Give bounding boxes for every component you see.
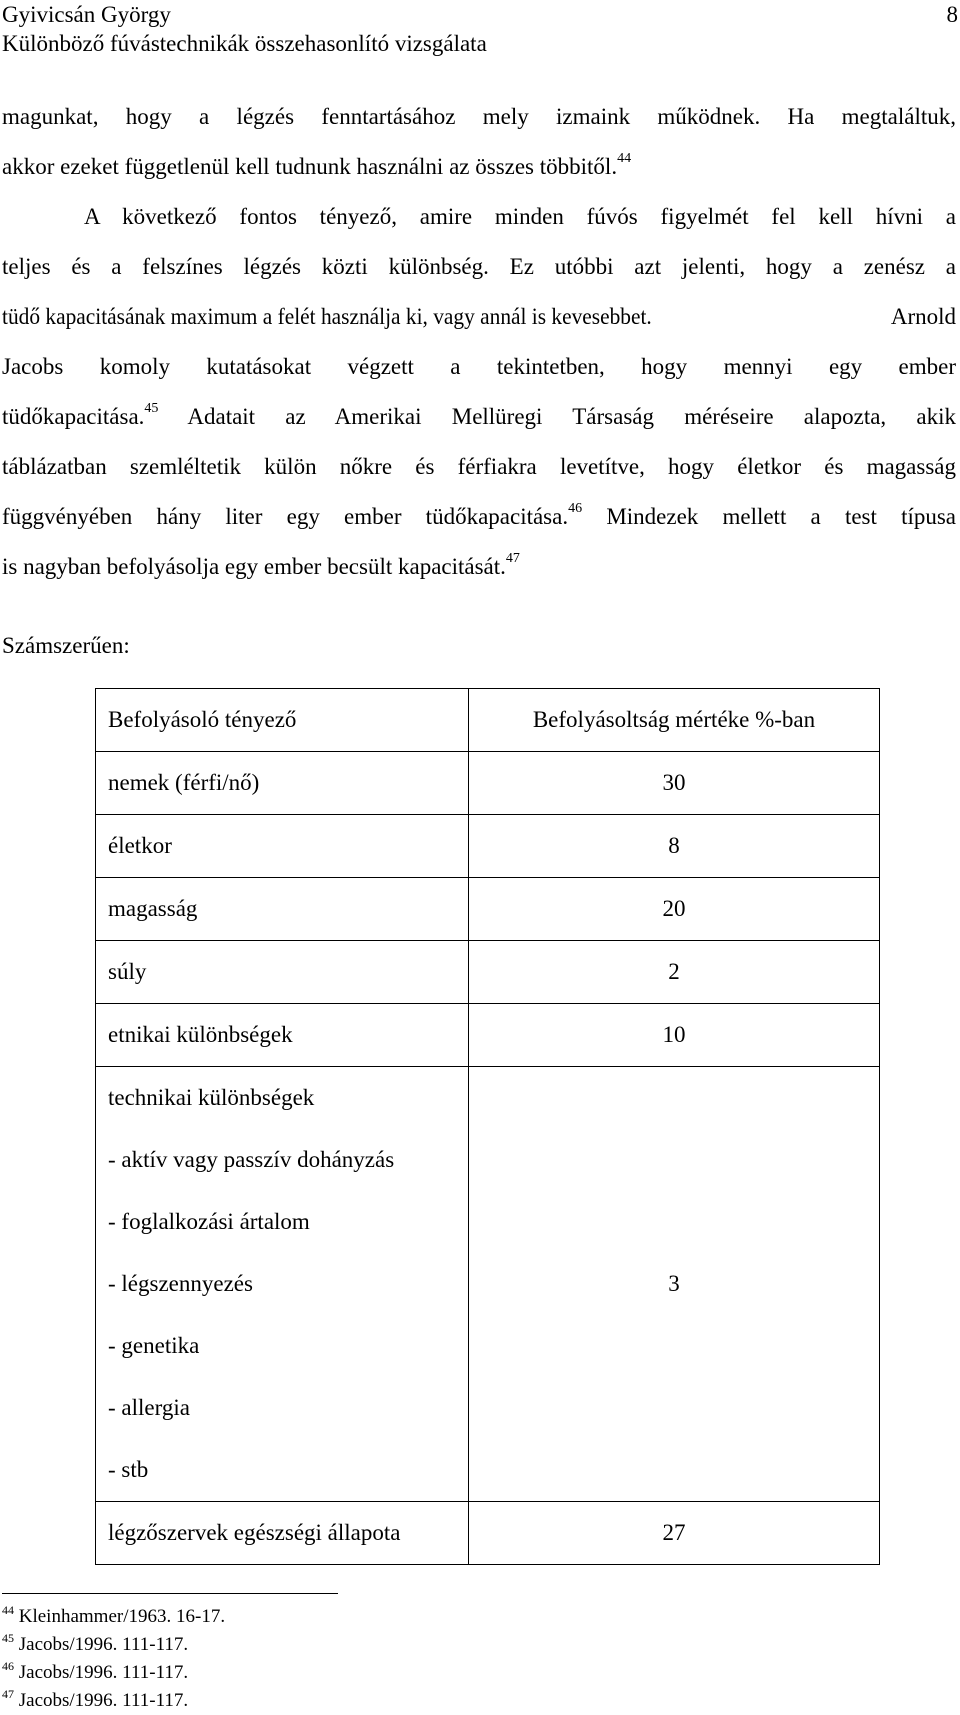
- footnote-ref: 46: [568, 501, 583, 516]
- page-number: 8: [946, 2, 958, 27]
- footnote: $^{46}$ Jacobs/1996. 111-117.: [2, 1659, 189, 1683]
- row-factor: életkor: [108, 833, 172, 858]
- footnote-ref: 47: [505, 551, 520, 566]
- table-row: [96, 1502, 880, 1565]
- table-row: [96, 941, 880, 1004]
- factors-table: [95, 688, 880, 1565]
- text-line: A következő fontos tényező, amire minden fúvós figyelmét fel kell hívni a: [84, 204, 956, 229]
- row-subfactor: - légszennyezés: [108, 1271, 253, 1296]
- header-author: Gyivicsán György: [2, 2, 171, 27]
- text-line: tüdő kapacitásának maximum a felét használja ki, vagy annál is kevesebbet. Arnold: [2, 304, 956, 329]
- table-row: [96, 752, 880, 815]
- header-measure: Befolyásoltság mértéke %-ban: [532, 707, 816, 732]
- table-row-technical: [96, 1067, 880, 1502]
- header-subtitle: Különböző fúvástechnikák összehasonlító vizsgálata: [2, 31, 487, 56]
- text-line: teljes és a felszínes légzés közti különbség. Ez utóbbi azt jelenti, hogy a zenész a: [2, 254, 956, 279]
- row-factor: légzőszervek egészségi állapota: [108, 1520, 401, 1545]
- text-line: akkor ezeket függetlenül kell tudnunk használni az összes többitől.$^{44}$: [2, 151, 632, 179]
- row-value: 20: [662, 896, 686, 921]
- text-line: tüdőkapacitása.$^{45}$ Adatait az Amerikai Mellüregi Társaság méréseire alapozta, akik: [2, 401, 956, 429]
- text-line: függvényében hány liter egy ember tüdőkapacitása.$^{46}$ Mindezek mellett a test típusa: [2, 501, 957, 529]
- footnotes: [2, 1603, 225, 1715]
- row-factor: nemek (férfi/nő): [108, 770, 260, 795]
- row-factor: súly: [108, 959, 147, 984]
- row-subfactor: - foglalkozási ártalom: [108, 1209, 310, 1234]
- table-row: [96, 815, 880, 878]
- row-value: 3: [668, 1271, 680, 1296]
- footnote-divider: [2, 1593, 338, 1594]
- body-text: [2, 92, 956, 592]
- text-line: táblázatban szemléltetik külön nőkre és férfiakra levetítve, hogy életkor és magasság: [2, 454, 956, 479]
- row-value: 8: [668, 833, 680, 858]
- text-line: magunkat, hogy a légzés fenntartásához mely izmaink működnek. Ha megtaláltuk,: [2, 104, 956, 129]
- row-subfactor: - stb: [108, 1457, 149, 1482]
- footnote: $^{47}$ Jacobs/1996. 111-117.: [2, 1687, 189, 1711]
- row-subfactor: - genetika: [108, 1333, 200, 1358]
- footnote: $^{44}$ Kleinhammer/1963. 16-17.: [2, 1603, 226, 1627]
- table-header-row: [96, 689, 880, 752]
- row-subfactor: - aktív vagy passzív dohányzás: [108, 1147, 395, 1172]
- footnote-ref: 45: [144, 401, 159, 416]
- row-value: 27: [662, 1520, 686, 1545]
- text-line: Jacobs komoly kutatásokat végzett a tekintetben, hogy mennyi egy ember: [2, 354, 956, 379]
- table-label: Számszerűen:: [2, 633, 130, 658]
- row-factor: etnikai különbségek: [108, 1022, 293, 1047]
- table-row: [96, 878, 880, 941]
- row-value: 30: [662, 770, 686, 795]
- row-value: 10: [662, 1022, 686, 1047]
- table-row: [96, 1004, 880, 1067]
- row-value: 2: [668, 959, 680, 984]
- row-subfactor: - allergia: [108, 1395, 190, 1420]
- row-factor: magasság: [108, 896, 198, 921]
- footnote-ref: 44: [617, 151, 632, 166]
- footnote: $^{45}$ Jacobs/1996. 111-117.: [2, 1631, 189, 1655]
- row-factor: technikai különbségek: [108, 1085, 315, 1110]
- header-factor: Befolyásoló tényező: [108, 707, 297, 732]
- text-line: is nagyban befolyásolja egy ember becsült kapacitását.$^{47}$: [2, 551, 520, 579]
